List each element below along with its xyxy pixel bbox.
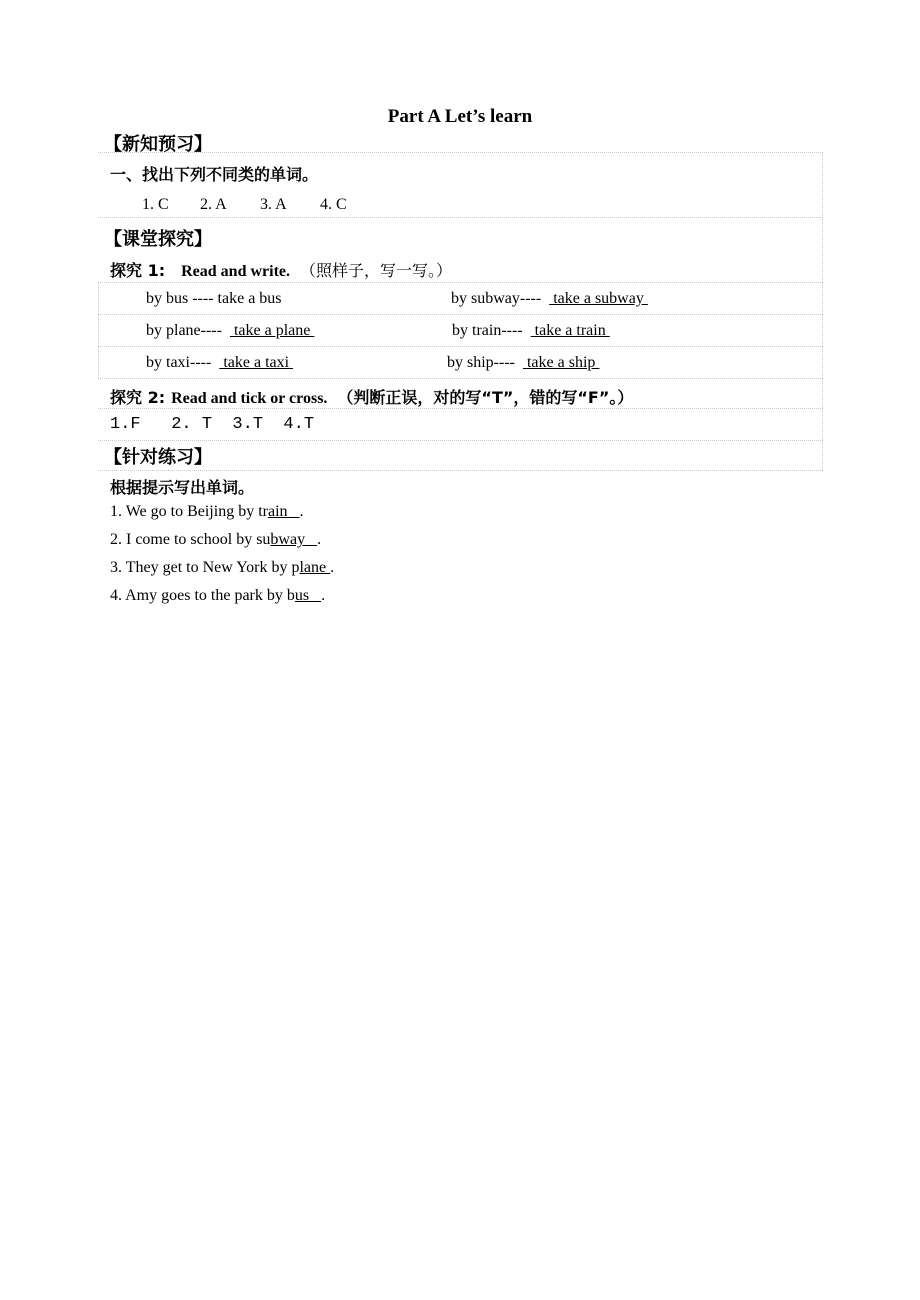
row-3-right-answer: take a ship <box>522 354 600 371</box>
task-2-answers: 1.F 2. T 3.T 4.T <box>110 415 315 434</box>
row-2-right-prefix: by train---- <box>452 322 523 339</box>
row-3-right-prefix: by ship---- <box>447 354 515 371</box>
instruction-write-words: 根据提示写出单词。 <box>110 478 255 497</box>
row-3-left-answer: take a taxi <box>219 354 294 371</box>
row-1-left <box>146 290 282 308</box>
exercise-1-text: 1. We go to Beijing by tr <box>110 503 268 520</box>
exercise-2-text: 2. I come to school by su <box>110 531 271 548</box>
task-2-line <box>110 385 633 408</box>
exercise-4-answer: us <box>294 587 322 604</box>
section-heading-explore: 【课堂探究】 <box>104 229 212 250</box>
table-line <box>98 346 823 347</box>
row-2-left-prefix: by plane---- <box>146 322 222 339</box>
exercise-3-text: 3. They get to New York by p <box>110 559 300 576</box>
task-1-line <box>110 258 452 281</box>
exercise-1-answer: ain <box>267 503 300 520</box>
answer-1: 1. C <box>142 196 169 213</box>
exercise-4-text: 4. Amy goes to the park by b <box>110 587 295 604</box>
table-line <box>98 470 823 471</box>
answer-3: 3. A <box>260 196 287 213</box>
row-3-left <box>146 354 293 372</box>
row-2-right <box>452 322 610 340</box>
exercise-3-answer: lane <box>299 559 331 576</box>
exercise-4-period: . <box>321 587 326 604</box>
task-2-instruction: Read and tick or cross. <box>171 390 328 407</box>
row-1-right-answer: take a subway <box>549 290 648 307</box>
row-1-right <box>451 290 648 308</box>
table-line <box>98 282 823 283</box>
row-3-left-prefix: by taxi---- <box>146 354 212 371</box>
answer-4: 4. C <box>320 196 347 213</box>
exercise-2-answer: bway <box>270 531 318 548</box>
section-heading-practice: 【针对练习】 <box>104 447 212 468</box>
task-2-note: （判断正误，对的写“T”，错的写“F”。） <box>337 388 634 407</box>
exercise-item-1 <box>110 503 304 521</box>
exercise-item-3 <box>110 559 334 577</box>
task-2-label: 探究 2: <box>110 388 166 407</box>
task-1-label: 探究 1: <box>110 261 166 280</box>
row-2-left-answer: take a plane <box>229 322 315 339</box>
exercise-1-period: . <box>299 503 304 520</box>
table-line <box>98 282 99 378</box>
exercise-item-4 <box>110 587 325 605</box>
page-title: Part A Let’s learn <box>387 106 533 127</box>
answer-2: 2. A <box>200 196 227 213</box>
row-2-left <box>146 322 314 340</box>
exercise-3-period: . <box>330 559 335 576</box>
instruction-odd-one-out: 一、找出下列不同类的单词。 <box>110 165 319 184</box>
table-line <box>98 378 823 379</box>
task-1-note: （照样子，写一写。） <box>300 261 453 280</box>
table-line <box>98 408 823 409</box>
section-heading-preview: 【新知预习】 <box>104 134 212 155</box>
row-1-left-text: by bus ---- take a bus <box>146 290 282 307</box>
exercise-item-2 <box>110 531 321 549</box>
row-3-right <box>447 354 599 372</box>
table-line <box>98 440 823 441</box>
row-1-right-prefix: by subway---- <box>451 290 542 307</box>
table-line <box>98 217 823 218</box>
table-line <box>822 152 823 470</box>
exercise-2-period: . <box>317 531 322 548</box>
table-line <box>98 314 823 315</box>
row-2-right-answer: take a train <box>530 322 610 339</box>
task-1-instruction: Read and write. <box>181 263 290 280</box>
